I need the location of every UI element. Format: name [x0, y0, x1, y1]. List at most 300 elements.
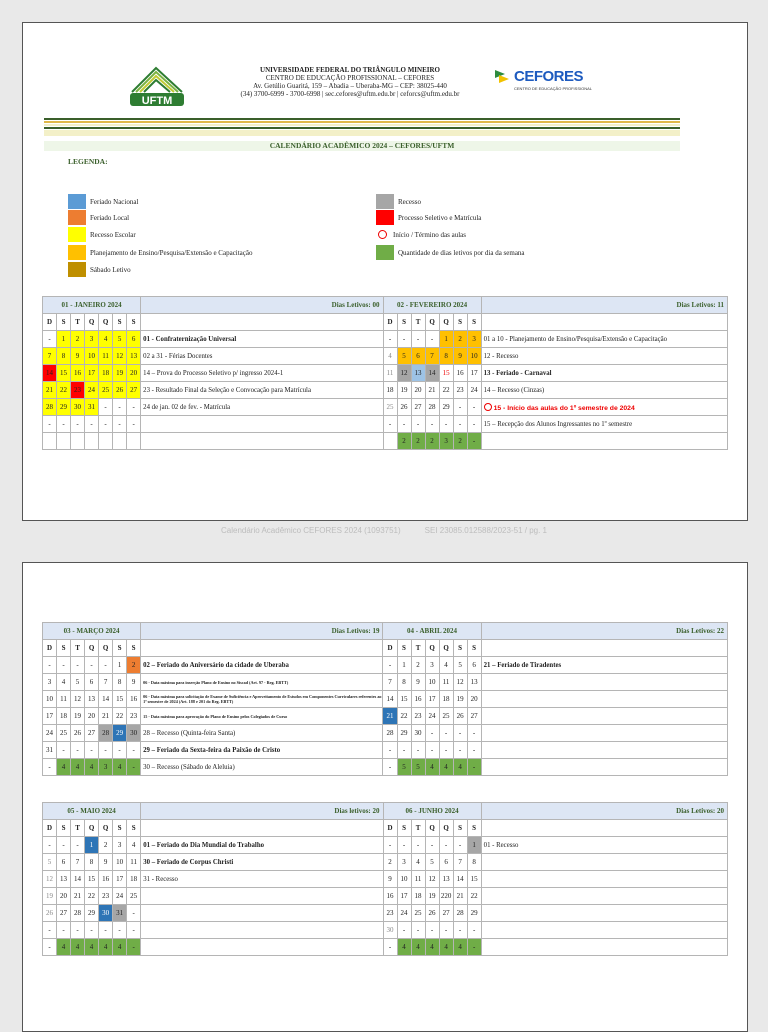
day-cell: 21	[383, 708, 397, 725]
address: Av. Getúlio Guaritá, 159 – Abadia – Uberaba-MG – CEP: 38025-440	[253, 82, 447, 90]
day-cell: -	[397, 922, 411, 939]
day-cell: 29	[57, 399, 71, 416]
day-cell: -	[383, 759, 397, 776]
day-cell: -	[439, 742, 453, 759]
day-cell: 14	[383, 691, 397, 708]
day-cell: 24	[397, 905, 411, 922]
cefores-logo-subtitle: CENTRO DE EDUCAÇÃO PROFISSIONAL	[514, 86, 593, 91]
day-cell: 30	[99, 905, 113, 922]
day-cell: 8	[397, 674, 411, 691]
day-cell: 12	[453, 674, 467, 691]
day-cell: 28	[383, 725, 397, 742]
day-cell: 22	[57, 382, 71, 399]
weekday-header: Q	[85, 640, 99, 657]
event: 02 – Feriado do Aniversário da cidade de Uberaba	[141, 657, 383, 674]
day-cell: 28	[453, 905, 467, 922]
legend-swatch	[68, 210, 86, 225]
month-title: 01 - JANEIRO 2024	[43, 297, 141, 314]
day-cell: 10	[425, 674, 439, 691]
day-cell: 24	[113, 888, 127, 905]
event: 15 - Data máxima para aprovação do Plano de Ensino pelos Colegiados de Curso	[141, 708, 383, 725]
day-cell: 25	[439, 708, 453, 725]
day-cell: 23	[127, 708, 141, 725]
event: 12 - Recesso	[481, 348, 727, 365]
day-cell: -	[113, 399, 127, 416]
day-cell: -	[127, 742, 141, 759]
day-cell: 30	[71, 399, 85, 416]
day-cell: 6	[439, 854, 453, 871]
day-cell: 5	[71, 674, 85, 691]
weekday-header: T	[411, 640, 425, 657]
weekday-header: S	[113, 820, 127, 837]
day-cell: 11	[439, 674, 453, 691]
day-cell: 15	[85, 871, 99, 888]
day-cell: -	[453, 922, 467, 939]
day-cell: -	[57, 837, 71, 854]
event	[141, 416, 383, 433]
weekday-header: S	[453, 314, 467, 331]
day-cell: 3	[113, 837, 127, 854]
day-cell: -	[425, 331, 439, 348]
day-cell: -	[425, 837, 439, 854]
day-cell: 19	[425, 888, 439, 905]
legend-item: Recesso Escolar	[68, 227, 136, 242]
uftm-logo	[126, 60, 188, 108]
day-cell	[141, 939, 383, 956]
day-cell: 6	[467, 657, 481, 674]
day-cell: -	[85, 922, 99, 939]
day-cell: -	[43, 939, 57, 956]
day-cell: 4	[57, 759, 71, 776]
day-cell: 8	[113, 674, 127, 691]
day-cell: 1	[57, 331, 71, 348]
day-cell: 17	[43, 708, 57, 725]
event: 24 de jan. 02 de fev. - Matrícula	[141, 399, 383, 416]
day-cell: 9	[71, 348, 85, 365]
event: 14 – Recesso (Cinzas)	[481, 382, 727, 399]
event: 01 - Confraternização Universal	[141, 331, 383, 348]
weekday-header: Q	[425, 314, 439, 331]
day-cell: -	[383, 837, 397, 854]
day-cell: 26	[113, 382, 127, 399]
day-cell	[481, 939, 727, 956]
day-cell: 9	[383, 871, 397, 888]
day-cell: -	[467, 433, 481, 450]
month-title: 04 - ABRIL 2024	[383, 623, 481, 640]
day-cell	[141, 820, 383, 837]
event: 02 a 31 - Férias Docentes	[141, 348, 383, 365]
weekday-header: D	[383, 314, 397, 331]
day-cell: 4	[99, 939, 113, 956]
day-cell: 23	[99, 888, 113, 905]
event: 15 - Início das aulas do 1º semestre de 2024	[481, 399, 727, 416]
month-title: 06 - JUNHO 2024	[383, 803, 481, 820]
day-cell: 15	[57, 365, 71, 382]
day-cell: 4	[453, 939, 467, 956]
day-cell: 27	[85, 725, 99, 742]
weekday-header: T	[411, 314, 425, 331]
day-cell: 8	[439, 348, 453, 365]
day-cell: 31	[113, 905, 127, 922]
day-cell: 17	[397, 888, 411, 905]
day-cell: 1	[439, 331, 453, 348]
weekday-header: Q	[439, 820, 453, 837]
weekday-header: S	[113, 640, 127, 657]
day-cell	[99, 433, 113, 450]
day-cell: 12	[113, 348, 127, 365]
day-cell: -	[467, 399, 481, 416]
day-cell: 19	[453, 691, 467, 708]
event: 30 – Feriado de Corpus Christi	[141, 854, 383, 871]
day-cell: -	[439, 922, 453, 939]
day-cell: 7	[453, 854, 467, 871]
day-cell: 7	[425, 348, 439, 365]
day-cell: 28	[71, 905, 85, 922]
day-cell: 10	[85, 348, 99, 365]
day-cell: 25	[57, 725, 71, 742]
weekday-header: Q	[99, 820, 113, 837]
day-cell: -	[57, 742, 71, 759]
day-cell: 1	[85, 837, 99, 854]
weekday-header: S	[57, 314, 71, 331]
day-cell: -	[57, 416, 71, 433]
day-cell: -	[71, 416, 85, 433]
day-cell: 14	[71, 871, 85, 888]
day-cell: -	[113, 416, 127, 433]
day-cell: -	[85, 742, 99, 759]
day-cell: 5	[43, 854, 57, 871]
legend-swatch	[68, 227, 86, 242]
day-cell: 1	[113, 657, 127, 674]
circle-icon	[484, 403, 492, 411]
day-cell	[113, 433, 127, 450]
month-title: 02 - FEVEREIRO 2024	[383, 297, 481, 314]
day-cell: 9	[453, 348, 467, 365]
day-cell: 24	[85, 382, 99, 399]
day-cell: 5	[113, 331, 127, 348]
weekday-header: D	[43, 820, 57, 837]
legend-item: Quantidade de dias letivos por dia da semana	[376, 245, 525, 260]
day-cell: 22	[467, 888, 481, 905]
day-cell	[43, 433, 57, 450]
day-cell: 30	[127, 725, 141, 742]
day-cell	[481, 691, 727, 708]
day-cell: 2	[397, 433, 411, 450]
weekday-header: T	[411, 820, 425, 837]
day-cell: -	[411, 837, 425, 854]
day-cell: 12	[43, 871, 57, 888]
day-cell: 24	[425, 708, 439, 725]
day-cell: 2	[71, 331, 85, 348]
day-cell: 19	[397, 382, 411, 399]
day-cell: -	[71, 837, 85, 854]
day-cell: 17	[425, 691, 439, 708]
weekday-header: S	[453, 640, 467, 657]
day-cell: 19	[71, 708, 85, 725]
day-cell: -	[127, 939, 141, 956]
day-cell: -	[127, 759, 141, 776]
day-cell: 7	[43, 348, 57, 365]
day-cell: 3	[99, 759, 113, 776]
day-cell: -	[43, 922, 57, 939]
day-cell: 3	[425, 657, 439, 674]
day-cell	[481, 871, 727, 888]
day-cell: 4	[411, 854, 425, 871]
day-cell: -	[467, 922, 481, 939]
event: 15 – Recepção dos Alunos Ingressantes no 1º semestre	[481, 416, 727, 433]
day-cell: -	[57, 922, 71, 939]
day-cell: 26	[453, 708, 467, 725]
day-cell: 1	[397, 657, 411, 674]
day-cell: -	[85, 416, 99, 433]
day-cell: 23	[411, 708, 425, 725]
day-cell: 18	[127, 871, 141, 888]
calendar-table-jan-fev	[42, 296, 728, 450]
day-cell	[57, 433, 71, 450]
weekday-header: D	[383, 820, 397, 837]
month-title: 03 - MARÇO 2024	[43, 623, 141, 640]
day-cell: 4	[425, 939, 439, 956]
day-cell: 3	[43, 674, 57, 691]
day-cell: 2	[99, 837, 113, 854]
day-cell: 4	[57, 939, 71, 956]
event: 14 – Prova do Processo Seletivo p/ ingresso 2024-1	[141, 365, 383, 382]
day-cell: 10	[43, 691, 57, 708]
weekday-header: D	[383, 640, 397, 657]
day-cell: 20	[127, 365, 141, 382]
day-cell: 26	[43, 905, 57, 922]
day-cell: 20	[467, 691, 481, 708]
day-cell: -	[383, 939, 397, 956]
event: 06 - Data máxima para solicitação de Exame de Suficiência e Aproveitamento de Estudos em Componentes Curriculares referentes ao 1º semestre de 2024 (Art. 188 e 201 do Reg. EBTT)	[141, 691, 383, 708]
weekday-header: S	[397, 314, 411, 331]
day-cell: 18	[99, 365, 113, 382]
weekday-header: S	[127, 314, 141, 331]
day-cell	[481, 888, 727, 905]
weekday-header: S	[467, 640, 481, 657]
day-cell: 25	[99, 382, 113, 399]
day-cell: -	[71, 742, 85, 759]
day-cell: -	[113, 922, 127, 939]
calendar-title: CALENDÁRIO ACADÊMICO 2024 – CEFORES/UFTM	[44, 141, 680, 151]
day-cell: 18	[411, 888, 425, 905]
day-cell: 7	[99, 674, 113, 691]
day-cell: -	[99, 416, 113, 433]
day-cell: 16	[411, 691, 425, 708]
day-cell: 23	[453, 382, 467, 399]
day-cell: 15	[397, 691, 411, 708]
day-cell: 27	[467, 708, 481, 725]
day-cell	[481, 905, 727, 922]
event: 31 - Recesso	[141, 871, 383, 888]
dias-letivos: Dias letivos: 20	[141, 803, 383, 820]
day-cell: 21	[453, 888, 467, 905]
day-cell: -	[425, 742, 439, 759]
day-cell: -	[467, 725, 481, 742]
day-cell	[141, 433, 383, 450]
day-cell: 14	[425, 365, 439, 382]
day-cell: -	[71, 657, 85, 674]
day-cell: 16	[127, 691, 141, 708]
day-cell	[481, 759, 727, 776]
day-cell: -	[113, 742, 127, 759]
event: 30 – Recesso (Sábado de Aleluia)	[141, 759, 383, 776]
day-cell: -	[453, 399, 467, 416]
day-cell: 4	[85, 759, 99, 776]
page-footer: Calendário Acadêmico CEFORES 2024 (1093751) SEI 23085.012588/2023-51 / pg. 1	[221, 526, 547, 535]
day-cell: -	[43, 837, 57, 854]
day-cell: 27	[127, 382, 141, 399]
weekday-header: Q	[99, 314, 113, 331]
day-cell: 26	[397, 399, 411, 416]
day-cell: 8	[467, 854, 481, 871]
day-cell: 9	[411, 674, 425, 691]
day-cell: 5	[425, 854, 439, 871]
day-cell: 22	[397, 708, 411, 725]
day-cell: 10	[397, 871, 411, 888]
weekday-header: S	[113, 314, 127, 331]
legend-title: LEGENDA:	[68, 157, 108, 166]
day-cell	[481, 854, 727, 871]
event: 13 - Feriado - Carnaval	[481, 365, 727, 382]
day-cell: 13	[85, 691, 99, 708]
weekday-header: S	[127, 820, 141, 837]
day-cell: 22	[113, 708, 127, 725]
legend-swatch	[68, 194, 86, 209]
dias-letivos: Dias Letivos: 20	[481, 803, 727, 820]
legend-swatch	[376, 245, 394, 260]
day-cell: 31	[85, 399, 99, 416]
day-cell: 4	[439, 759, 453, 776]
day-cell: 4	[453, 759, 467, 776]
day-cell: 2	[411, 433, 425, 450]
day-cell: 4	[113, 939, 127, 956]
day-cell: 6	[57, 854, 71, 871]
day-cell: 12	[71, 691, 85, 708]
event: 28 – Recesso (Quinta-feira Santa)	[141, 725, 383, 742]
day-cell: -	[397, 837, 411, 854]
day-cell: 4	[57, 674, 71, 691]
month-title: 05 - MAIO 2024	[43, 803, 141, 820]
day-cell: -	[411, 922, 425, 939]
legend-item: Sábado Letivo	[68, 262, 131, 277]
day-cell: 30	[383, 922, 397, 939]
weekday-header: S	[453, 820, 467, 837]
legend-item: Feriado Nacional	[68, 194, 138, 209]
day-cell: 6	[127, 331, 141, 348]
day-cell: 5	[397, 759, 411, 776]
day-cell: 9	[127, 674, 141, 691]
day-cell: -	[383, 657, 397, 674]
day-cell: -	[383, 331, 397, 348]
day-cell: 13	[467, 674, 481, 691]
day-cell: 13	[439, 871, 453, 888]
day-cell	[141, 888, 383, 905]
day-cell: -	[397, 742, 411, 759]
day-cell: -	[127, 416, 141, 433]
day-cell: 4	[113, 759, 127, 776]
day-cell: -	[43, 416, 57, 433]
day-cell: -	[453, 837, 467, 854]
day-cell: -	[397, 331, 411, 348]
legend-swatch	[68, 262, 86, 277]
day-cell: 10	[467, 348, 481, 365]
day-cell: 24	[43, 725, 57, 742]
weekday-header: S	[57, 820, 71, 837]
day-cell	[127, 433, 141, 450]
day-cell: 29	[85, 905, 99, 922]
day-cell: 11	[411, 871, 425, 888]
day-cell: 12	[425, 871, 439, 888]
day-cell: 20	[411, 382, 425, 399]
day-cell: 12	[397, 365, 411, 382]
weekday-header: Q	[439, 640, 453, 657]
day-cell: 4	[439, 657, 453, 674]
dias-letivos: Dias Letivos: 11	[481, 297, 727, 314]
dias-letivos: Dias Letivos: 22	[481, 623, 727, 640]
day-cell: 19	[43, 888, 57, 905]
day-cell: 18	[439, 691, 453, 708]
day-cell: -	[467, 416, 481, 433]
day-cell: 11	[99, 348, 113, 365]
day-cell: -	[439, 837, 453, 854]
day-cell: 21	[99, 708, 113, 725]
day-cell: -	[99, 922, 113, 939]
day-cell: 2	[383, 854, 397, 871]
day-cell: 4	[85, 939, 99, 956]
day-cell: 9	[99, 854, 113, 871]
day-cell: 28	[425, 399, 439, 416]
day-cell: -	[411, 742, 425, 759]
day-cell: 17	[113, 871, 127, 888]
event: 21 – Feriado de Tiradentes	[481, 657, 727, 674]
day-cell: 11	[57, 691, 71, 708]
day-cell: -	[453, 725, 467, 742]
day-cell	[481, 640, 727, 657]
day-cell: 25	[383, 399, 397, 416]
day-cell: 4	[425, 759, 439, 776]
weekday-header: T	[71, 820, 85, 837]
weekday-header: D	[43, 640, 57, 657]
day-cell: 13	[411, 365, 425, 382]
day-cell: -	[439, 725, 453, 742]
day-cell: 28	[43, 399, 57, 416]
event: 06 - Data máxima para inserção Plano de Ensino no Siscad (Art. 97 - Reg. EBTT)	[141, 674, 383, 691]
day-cell: 220	[439, 888, 453, 905]
day-cell: 3	[85, 331, 99, 348]
day-cell: 21	[43, 382, 57, 399]
day-cell: -	[383, 742, 397, 759]
day-cell: 29	[113, 725, 127, 742]
day-cell: 13	[127, 348, 141, 365]
day-cell: 27	[57, 905, 71, 922]
uftm-logo-text: UFTM	[141, 95, 173, 107]
day-cell: 13	[57, 871, 71, 888]
day-cell: 29	[439, 399, 453, 416]
institution-header	[200, 66, 500, 98]
day-cell: 4	[383, 348, 397, 365]
day-cell: 20	[57, 888, 71, 905]
day-cell: 23	[383, 905, 397, 922]
legend-item: Processo Seletivo e Matrícula	[376, 210, 481, 225]
day-cell: 11	[383, 365, 397, 382]
weekday-header: S	[57, 640, 71, 657]
day-cell: 27	[439, 905, 453, 922]
day-cell	[85, 433, 99, 450]
day-cell: -	[453, 742, 467, 759]
day-cell: 5	[397, 348, 411, 365]
dias-letivos: Dias Letivos: 00	[141, 297, 383, 314]
